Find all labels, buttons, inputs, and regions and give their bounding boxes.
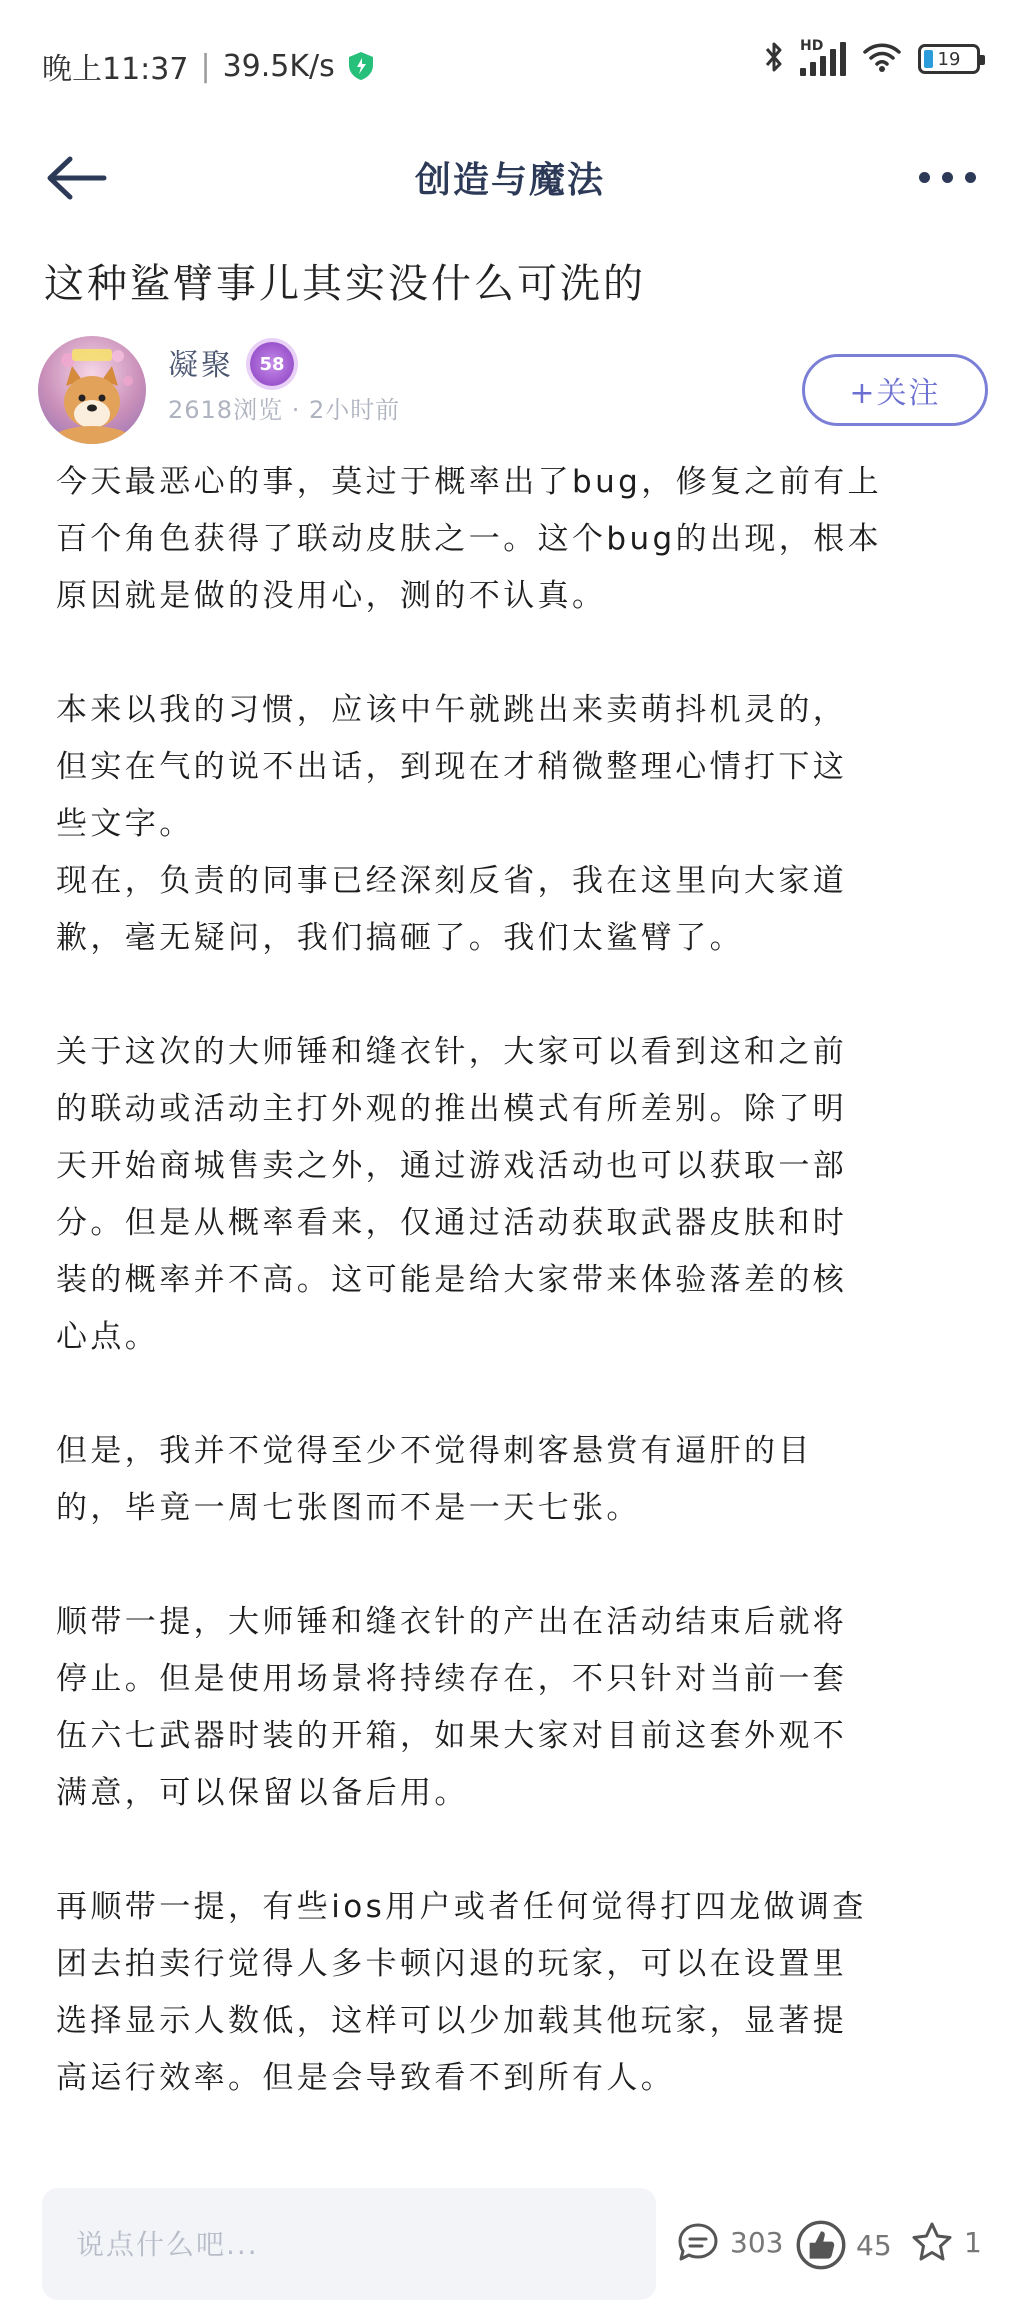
bottom-bar xyxy=(0,2180,1020,2323)
wifi-icon xyxy=(862,41,902,77)
more-button[interactable] xyxy=(912,162,982,192)
paragraph-gap xyxy=(56,967,968,1024)
page-title: 创造与魔法 xyxy=(414,160,605,201)
favorites-count: 1 xyxy=(964,2225,982,2259)
dog-avatar-image xyxy=(38,336,146,444)
comment-icon xyxy=(676,2220,720,2264)
status-separator: | xyxy=(200,48,211,84)
avatar[interactable] xyxy=(38,336,146,444)
paragraph: 顺带一提，大师锤和缝衣针的产出在活动结束后就将 停止。但是使用场景将持续存在，不只针对当前一套 伍六七武器时装的开箱，如果大家对目前这套外观不 满意，可以保留以备后用。 xyxy=(56,1604,848,1811)
net-speed: 39.5K/s xyxy=(222,48,335,84)
comment-input[interactable] xyxy=(42,2188,656,2300)
nav-header xyxy=(0,130,1020,230)
paragraph: 本来以我的习惯，应该中午就跳出来卖萌抖机灵的， 但实在气的说不出话，到现在才稍微整理心情打下这 些文字。 现在，负责的同事已经深刻反省，我在这里向大家道 歉，毫无疑问，我们搞砸了。我们太鲨臂了。 xyxy=(56,692,848,956)
paragraph: 关于这次的大师锤和缝衣针，大家可以看到这和之前 的联动或活动主打外观的推出模式有所差别。除了明 天开始商城售卖之外，通过游戏活动也可以获取一部 分。但是从概率看来，仅通过活动获取武器皮肤和时 装的概率并不高。这可能是给大家带来体验落差的核 心点。 xyxy=(56,1034,848,1355)
status-bar xyxy=(0,0,1020,120)
like-button[interactable] xyxy=(796,2220,892,2270)
paragraph-gap xyxy=(56,1822,968,1879)
post-title: 这种鲨臂事儿其实没什么可洗的 xyxy=(44,261,646,307)
author-name[interactable]: 凝聚 xyxy=(168,348,234,383)
status-left xyxy=(42,44,375,88)
more-dot xyxy=(965,172,976,183)
status-right xyxy=(764,40,980,78)
signal-icon xyxy=(800,38,846,76)
star-icon xyxy=(910,2220,954,2264)
shield-icon xyxy=(347,51,375,81)
more-dots-icon xyxy=(919,172,930,183)
post-meta: 2618浏览 · 2小时前 xyxy=(168,396,401,424)
bluetooth-icon xyxy=(764,40,784,78)
follow-button[interactable]: +关注 xyxy=(802,354,988,426)
likes-count: 45 xyxy=(856,2228,892,2262)
author-row xyxy=(38,336,988,446)
network-type: HD xyxy=(800,38,824,54)
status-time: 晚上11:37 xyxy=(42,52,189,87)
paragraph: 但是，我并不觉得至少不觉得刺客悬赏有逼肝的目 的，毕竟一周七张图而不是一天七张。 xyxy=(56,1433,813,1526)
battery-level: 19 xyxy=(937,48,961,70)
comment-button[interactable] xyxy=(676,2220,783,2264)
paragraph: 再顺带一提，有些ios用户或者任何觉得打四龙做调查 团去拍卖行觉得人多卡顿闪退的玩家，可以在设置里 选择显示人数低，这样可以少加载其他玩家，显著提 高运行效率。但是会导致看不到所有人。 xyxy=(56,1889,867,2096)
paragraph-gap xyxy=(56,625,968,682)
paragraph: 今天最恶心的事，莫过于概率出了bug，修复之前有上 百个角色获得了联动皮肤之一。这个bug的出现，根本 原因就是做的没用心，测的不认真。 xyxy=(56,464,883,614)
comments-count: 303 xyxy=(730,2225,784,2259)
thumbs-up-icon xyxy=(796,2220,846,2270)
post-body xyxy=(56,454,968,2107)
level-badge: 58 xyxy=(250,342,294,386)
more-dot xyxy=(942,172,953,183)
paragraph-gap xyxy=(56,1366,968,1423)
favorite-button[interactable] xyxy=(910,2220,982,2264)
paragraph-gap xyxy=(56,1537,968,1594)
battery-icon xyxy=(918,44,980,74)
